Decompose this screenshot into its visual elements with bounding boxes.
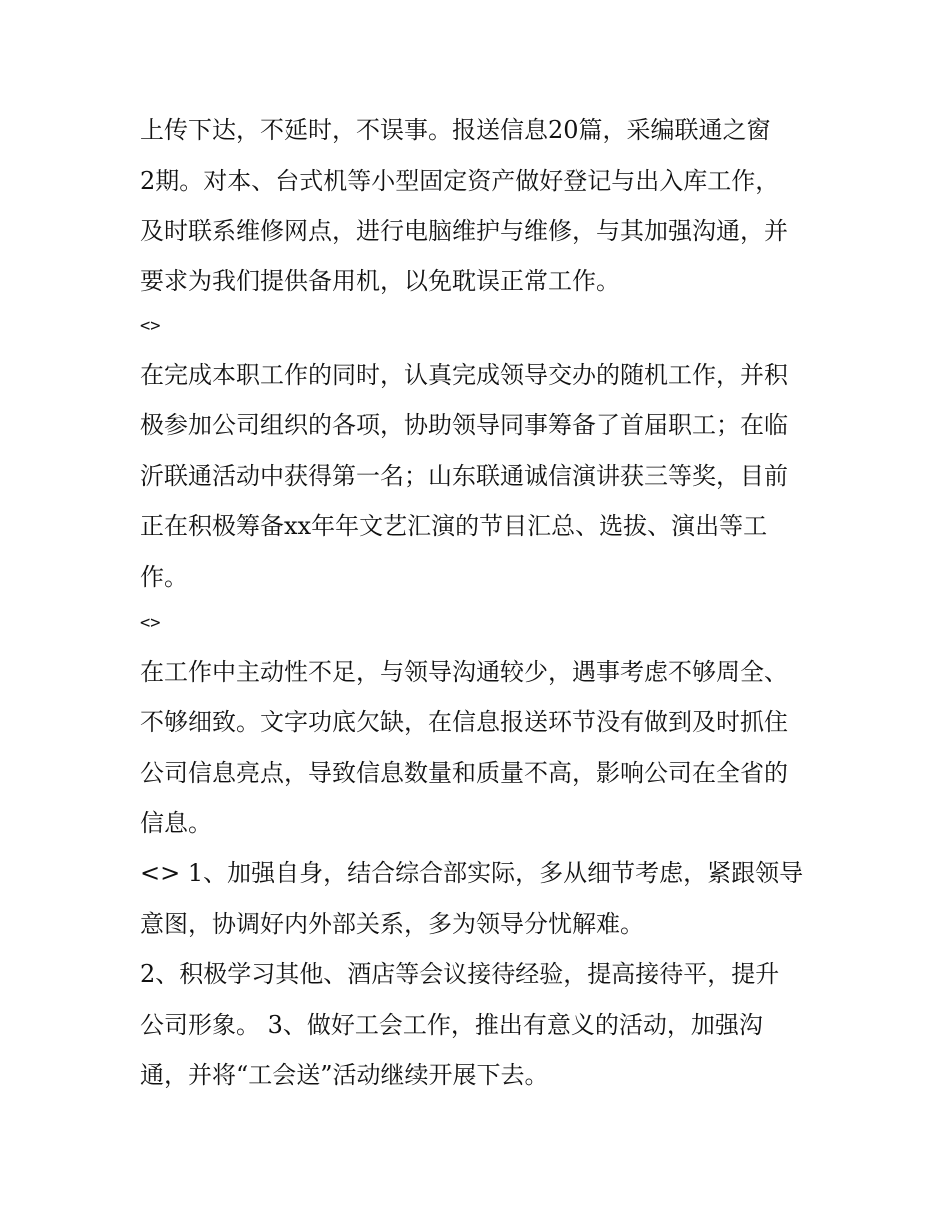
text-line: 信息。: [140, 809, 212, 837]
text-line: 意图，协调好内外部关系，多为领导分忧解难。: [140, 910, 644, 938]
text-line: 上传下达，不延时，不误事。报送信息20篇，采编联通之窗: [140, 116, 771, 144]
text-line: 2期。对本、台式机等小型固定资产做好登记与出入库工作，: [140, 167, 780, 195]
text-line: 不够细致。文字功底欠缺，在信息报送环节没有做到及时抓住: [140, 708, 788, 736]
text-line: <> 1、加强自身，结合综合部实际，多从细节考虑，紧跟领导: [140, 859, 804, 887]
text-line: 在工作中主动性不足，与领导沟通较少，遇事考虑不够周全、: [140, 658, 788, 686]
text-line: 作。: [140, 563, 188, 591]
text-line: 及时联系维修网点，进行电脑维护与维修，与其加强沟通，并: [140, 217, 788, 245]
text-line: 沂联通活动中获得第一名；山东联通诚信演讲获三等奖，目前: [140, 462, 788, 490]
text-line: 在完成本职工作的同时，认真完成领导交办的随机工作，并积: [140, 361, 788, 389]
text-line: 通，并将“工会送”活动继续开展下去。: [140, 1061, 549, 1089]
section-marker: <>: [140, 316, 161, 336]
text-line: 公司信息亮点，导致信息数量和质量不高，影响公司在全省的: [140, 759, 788, 787]
text-line: 正在积极筹备xx年年文艺汇演的节目汇总、选拔、演出等工: [140, 512, 768, 540]
text-line: 要求为我们提供备用机，以免耽误正常工作。: [140, 267, 620, 295]
text-line: 2、积极学习其他、酒店等会议接待经验，提高接待平，提升: [140, 960, 780, 988]
text-line: 极参加公司组织的各项，协助领导同事筹备了首届职工；在临: [140, 411, 788, 439]
section-marker: <>: [140, 613, 161, 633]
text-line: 公司形象。 3、做好工会工作，推出有意义的活动，加强沟: [140, 1011, 763, 1039]
